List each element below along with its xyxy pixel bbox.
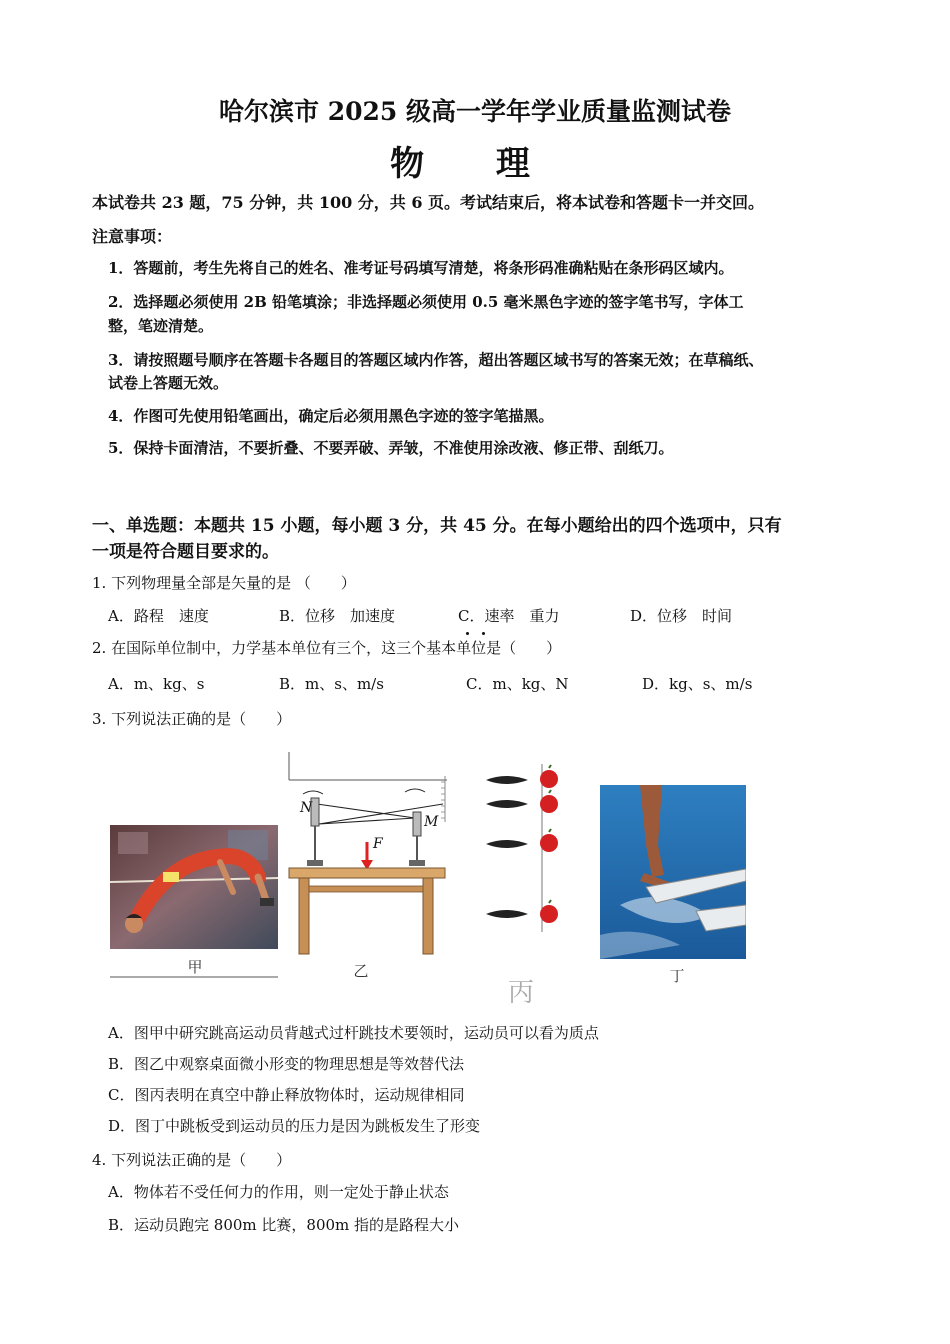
q1-option-b: B．位移 加速度 — [279, 607, 396, 625]
q3-option-d: D．图丁中跳板受到运动员的压力是因为跳板发生了形变 — [108, 1117, 481, 1135]
q3-option-b: B．图乙中观察桌面微小形变的物理思想是等效替代法 — [108, 1055, 465, 1073]
section-heading: 一、单选题：本题共 15 小题，每小题 3 分，共 45 分。在每小题给出的四个选项中，只有 — [92, 516, 782, 536]
notice-item-3-cont: 试卷上答题无效。 — [108, 374, 229, 392]
q2-option-a: A．m、kg、s — [108, 675, 205, 693]
label-n: N — [300, 800, 313, 816]
apple-1 — [540, 770, 558, 788]
section-heading-cont: 一项是符合题目要求的。 — [92, 542, 279, 562]
notice-heading: 注意事项： — [92, 227, 173, 246]
notice-item-5: 5．保持卡面清洁，不要折叠、不要弄破、弄皱，不准使用涂改液、修正带、刮纸刀。 — [108, 439, 674, 457]
table-top — [289, 868, 445, 878]
q4-option-b: B．运动员跑完 800m 比赛，800m 指的是路程大小 — [108, 1216, 460, 1234]
q3-option-a: A．图甲中研究跳高运动员背越式过杆跳技术要领时，运动员可以看为质点 — [108, 1024, 599, 1042]
caption-bing: 丙 — [507, 978, 534, 1008]
figure-table-mirror — [287, 752, 455, 962]
question-4-stem: 4. 下列说法正确的是（ ） — [92, 1151, 292, 1169]
q3-option-c: C．图丙表明在真空中静止释放物体时，运动规律相同 — [108, 1086, 465, 1104]
emphasis-dot — [482, 632, 485, 635]
feather-1 — [486, 776, 528, 784]
label-m: M — [424, 814, 439, 830]
apple-3 — [540, 834, 558, 852]
notice-item-1: 1．答题前，考生先将自己的姓名、准考证号码填写清楚，将条形码准确粘贴在条形码区域内。 — [108, 259, 734, 277]
q2-option-b: B．m、s、m/s — [279, 675, 384, 693]
q2-option-d: D．kg、s、m/s — [642, 675, 753, 693]
subject-title: 物 理 — [390, 144, 560, 184]
exam-intro: 本试卷共 23 题，75 分钟，共 100 分，共 6 页。考试结束后，将本试卷和答题卡一并交回。 — [92, 193, 765, 212]
mirror-m — [413, 812, 421, 836]
feather-4 — [486, 910, 528, 918]
apple-4 — [540, 905, 558, 923]
question-2-stem: 2. 在国际单位制中，力学基本单位有三个，这三个基本单位是（ ） — [92, 639, 562, 657]
notice-item-4: 4．作图可先使用铅笔画出，确定后必须用黑色字迹的签字笔描黑。 — [108, 407, 554, 425]
q1-option-d: D．位移 时间 — [630, 607, 733, 625]
figure-feather-apple — [478, 764, 568, 934]
figure-diving-board — [600, 785, 746, 959]
q1-option-c: C．速率 重力 — [458, 607, 560, 625]
q2-option-c: C．m、kg、N — [466, 675, 569, 693]
q1-option-a: A．路程 速度 — [108, 607, 209, 625]
notice-item-3: 3．请按照题号顺序在答题卡各题目的答题区域内作答，超出答题区域书写的答案无效；在草稿纸、 — [108, 351, 764, 369]
exam-title: 哈尔滨市 2025 级高一学年学业质量监测试卷 — [219, 97, 731, 126]
caption-ding: 丁 — [669, 967, 685, 985]
question-3-stem: 3. 下列说法正确的是（ ） — [92, 710, 292, 728]
notice-item-2-cont: 整，笔迹清楚。 — [108, 317, 214, 335]
apple-2 — [540, 795, 558, 813]
emphasis-dot — [466, 632, 469, 635]
feather-3 — [486, 840, 528, 848]
question-1-stem: 1. 下列物理量全部是矢量的是 （ ） — [92, 574, 356, 592]
q4-option-a: A．物体若不受任何力的作用，则一定处于静止状态 — [108, 1183, 449, 1201]
notice-item-2: 2．选择题必须使用 2B 铅笔填涂；非选择题必须使用 0.5 毫米黑色字迹的签字笔书写，字体工 — [108, 293, 744, 311]
caption-jia: 甲 — [187, 958, 203, 976]
feather-2 — [486, 800, 528, 808]
caption-yi: 乙 — [353, 962, 369, 980]
label-f: F — [373, 836, 383, 852]
